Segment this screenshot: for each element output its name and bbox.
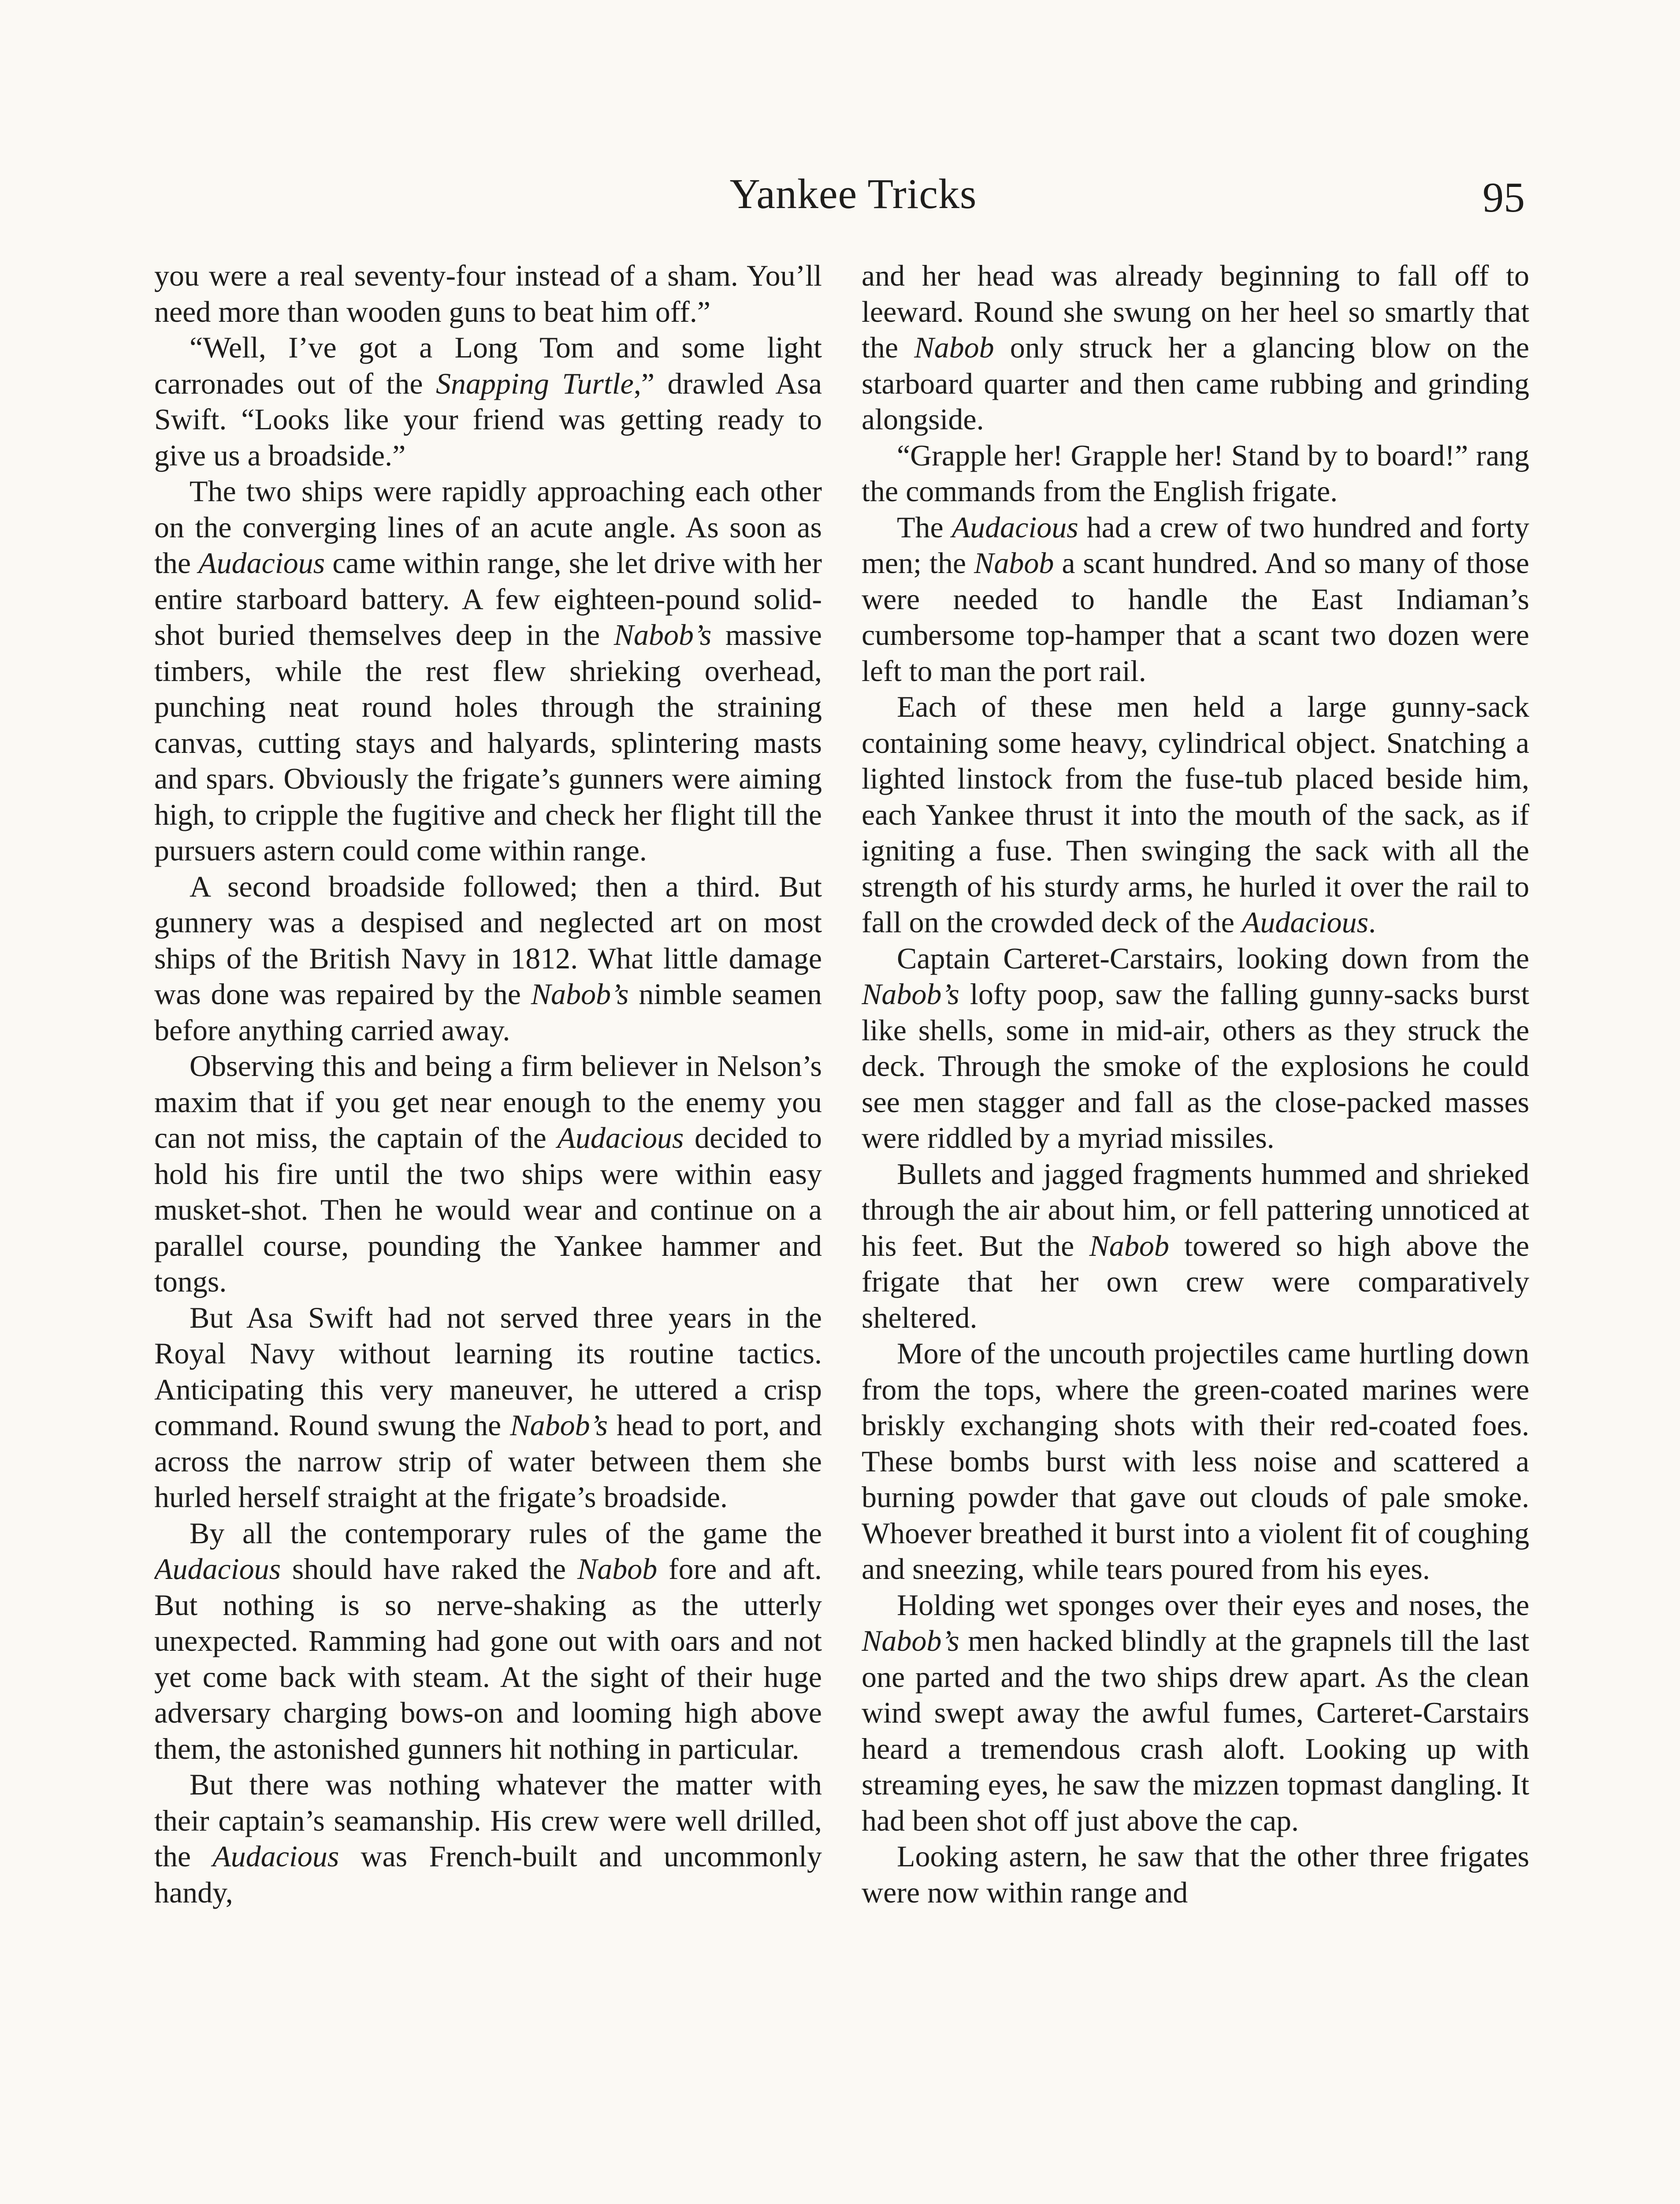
paragraph: A second broadside followed; then a third. But gunnery was a despised and neglected art on most ships of the British Navy in 1812. What little damage was done was repaired by the Nabob’s nimble seamen before anything carried away. xyxy=(154,869,822,1047)
paragraph: “Grapple her! Grapple her! Stand by to board!” rang the commands from the English frigate. xyxy=(862,438,1529,508)
page-header xyxy=(0,168,1680,229)
paragraph: you were a real seventy-four instead of a sham. You’ll need more than wooden guns to beat him off.” xyxy=(154,259,822,328)
text-column-left xyxy=(154,258,822,2204)
paragraph: But there was nothing whatever the matter with their captain’s seamanship. His crew were well drilled, the Audacious was French-built and uncommonly handy, xyxy=(154,1768,822,1909)
paragraph: Bullets and jagged fragments hummed and shrieked through the air about him, or fell pattering unnoticed at his feet. But the Nabob towered so high above the frigate that her own crew were comparatively sheltered. xyxy=(862,1157,1529,1334)
page-number: 95 xyxy=(1483,174,1525,221)
paragraph: But Asa Swift had not served three years in the Royal Navy without learning its routine tactics. Anticipating this very maneuver, he uttered a crisp command. Round swung the Nabob’s head to port, and across the narrow strip of water between them she hurled herself straight at the frigate’s broadside. xyxy=(154,1300,822,1514)
paragraph: Holding wet sponges over their eyes and noses, the Nabob’s men hacked blindly at the grapnels till the last one parted and the two ships drew apart. As the clean wind swept away the awful fumes, Carteret-Carstairs heard a tremendous crash aloft. Looking up with streaming eyes, he saw the mizzen topmast dangling. It had been shot off just above the cap. xyxy=(862,1588,1529,1837)
paragraph: The Audacious had a crew of two hundred and forty men; the Nabob a scant hundred. And so many of those were needed to handle the East Indiaman’s cumbersome top-hamper that a scant two dozen were left to man the port rail. xyxy=(862,510,1529,688)
paragraph: The two ships were rapidly approaching each other on the converging lines of an acute angle. As soon as the Audacious came within range, she let drive with her entire starboard battery. A few eighteen-pound solid-shot buried themselves deep in the Nabob’s massive timbers, while the rest flew shrieking overhead, punching neat round holes through the straining canvas, cutting stays and halyards, splintering masts and spars. Obviously the frigate’s gunners were aiming high, to cripple the fugitive and check her flight till the pursuers astern could come within range. xyxy=(154,474,822,867)
paragraph: Observing this and being a firm believer in Nelson’s maxim that if you get near enough to the enemy you can not miss, the captain of the Audacious decided to hold his fire until the two ships were within easy musket-shot. Then he would wear and continue on a parallel course, pounding the Yankee hammer and tongs. xyxy=(154,1049,822,1298)
paragraph: Each of these men held a large gunny-sack containing some heavy, cylindrical object. Snatching a lighted linstock from the fuse-tub placed beside him, each Yankee thrust it into the mouth of the sack, as if igniting a fuse. Then swinging the sack with all the strength of his sturdy arms, he hurled it over the rail to fall on the crowded deck of the Audacious. xyxy=(862,690,1529,939)
paragraph: “Well, I’ve got a Long Tom and some light carronades out of the Snapping Turtle,” drawled Asa Swift. “Looks like your friend was getting ready to give us a broadside.” xyxy=(154,331,822,472)
paragraph: Captain Carteret-Carstairs, looking down from the Nabob’s lofty poop, saw the falling gunny-sacks burst like shells, some in mid-air, others as they struck the deck. Through the smoke of the explosions he could see men stagger and fall as the close-packed masses were riddled by a myriad missiles. xyxy=(862,941,1529,1154)
running-title: Yankee Tricks xyxy=(729,170,977,217)
paragraph: and her head was already beginning to fall off to leeward. Round she swung on her heel so smartly that the Nabob only struck her a glancing blow on the starboard quarter and then came rubbing and grinding alongside. xyxy=(862,259,1529,436)
text-column-right xyxy=(862,258,1529,2204)
paragraph: Looking astern, he saw that the other three frigates were now within range and xyxy=(862,1839,1529,1909)
paragraph: More of the uncouth projectiles came hurtling down from the tops, where the green-coated marines were briskly exchanging shots with their red-coated foes. These bombs burst with less noise and scattered a burning powder that gave out clouds of pale smoke. Whoever breathed it burst into a violent fit of coughing and sneezing, while tears poured from his eyes. xyxy=(862,1337,1529,1586)
paragraph: By all the contemporary rules of the game the Audacious should have raked the Nabob fore and aft. But nothing is so nerve-shaking as the utterly unexpected. Ramming had gone out with oars and not yet come back with steam. At the sight of their huge adversary charging bows-on and looming high above them, the astonished gunners hit nothing in particular. xyxy=(154,1516,822,1765)
